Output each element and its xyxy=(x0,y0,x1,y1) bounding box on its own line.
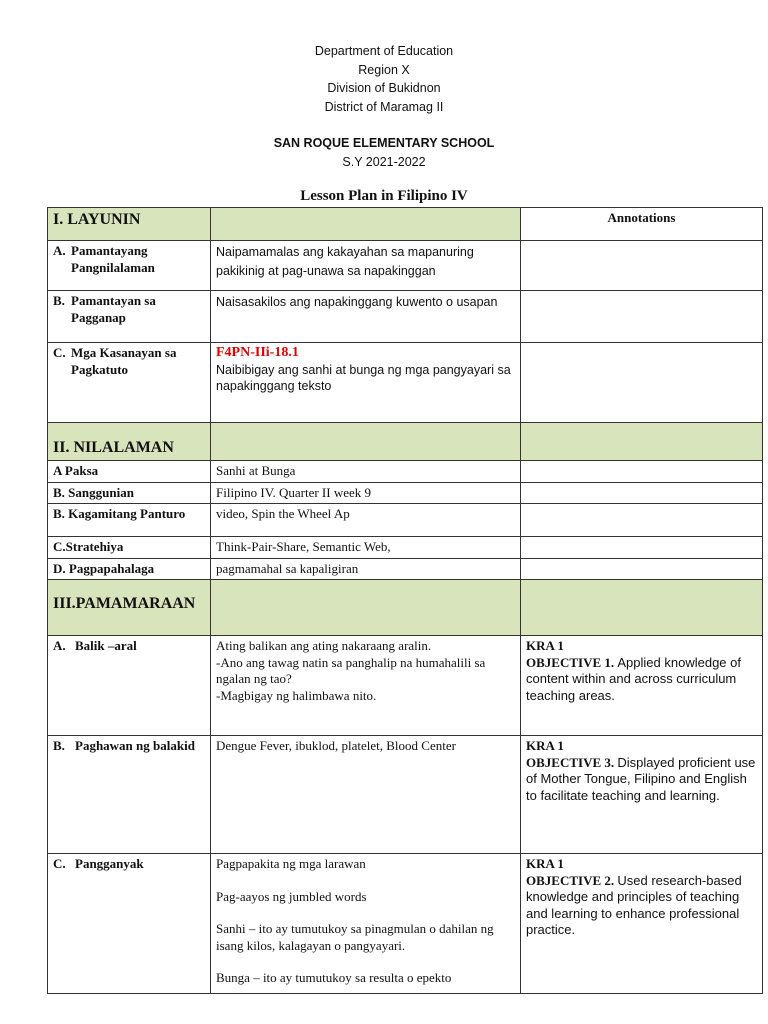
table-row xyxy=(48,636,763,736)
school-name: SAN ROQUE ELEMENTARY SCHOOL xyxy=(273,136,495,150)
annotation-cell xyxy=(521,343,763,423)
header-region: Region X xyxy=(358,62,410,77)
row-label: C. Pangganyak xyxy=(48,854,211,994)
annotation-cell xyxy=(521,461,763,483)
row-label: B. Paghawan ng balakid xyxy=(48,736,211,854)
annotation-text: Used research-based knowledge and principles of teaching and learning to enhance professional practice. xyxy=(526,872,742,937)
row-content: Filipino IV. Quarter II week 9 xyxy=(211,482,521,504)
objective-label: OBJECTIVE 2. xyxy=(526,872,618,888)
section-label-nilalaman: II. NILALAMAN xyxy=(48,423,211,461)
annotation-cell xyxy=(521,736,763,854)
annotation-cell xyxy=(521,537,763,559)
row-content: Think-Pair-Share, Semantic Web, xyxy=(211,537,521,559)
annotation-cell xyxy=(521,482,763,504)
row-label: D. Pagpapahalaga xyxy=(48,558,211,580)
annotation-cell xyxy=(521,558,763,580)
row-content: Naipamamalas ang kakayahan sa mapanuring pakikinig at pag-unawa sa napakinggan xyxy=(211,241,521,291)
table-row xyxy=(48,504,763,537)
kra-label: KRA 1 xyxy=(526,638,564,653)
row-content: Pagpapakita ng mga larawan Pag-aayos ng jumbled words Sanhi – ito ay tumutukoy sa pinagmulan o dahilan ng isang kilos, kalagayan o pangyayari. Bunga – ito ay tumutukoy sa resulta o epekto xyxy=(211,854,521,994)
kra-label: KRA 1 xyxy=(526,856,564,871)
row-content: F4PN-IIi-18.1 Naibibigay ang sanhi at bunga ng mga pangyayari sa napakinggang teksto xyxy=(211,343,521,423)
school-year: S.Y 2021-2022 xyxy=(342,154,426,169)
document-header xyxy=(0,42,768,171)
kra-label: KRA 1 xyxy=(526,738,564,753)
section-empty-cell xyxy=(521,580,763,636)
header-division: Division of Bukidnon xyxy=(327,81,441,95)
row-label: B. Pamantayan sa Pagganap xyxy=(48,291,211,343)
header-department: Department of Education xyxy=(314,44,454,58)
row-label: A. Balik –aral xyxy=(48,636,211,736)
objective-label: OBJECTIVE 3. xyxy=(526,754,618,770)
row-label: C. Mga Kasanayan sa Pagkatuto xyxy=(48,343,211,423)
lesson-plan-table xyxy=(47,207,763,994)
row-content: video, Spin the Wheel Ap xyxy=(211,504,521,537)
section-empty-cell xyxy=(211,423,521,461)
row-content: Ating balikan ang ating nakaraang aralin. -Ano ang tawag natin sa panghalip na humahalili sa ngalan ng tao? -Magbigay ng halimbawa nito. xyxy=(211,636,521,736)
lesson-plan-title: Lesson Plan in Filipino IV xyxy=(300,188,468,204)
row-label: C.Stratehiya xyxy=(48,537,211,559)
row-label: B. Kagamitang Panturo xyxy=(48,504,211,537)
row-content: Sanhi at Bunga xyxy=(211,461,521,483)
row-content: pagmamahal sa kapaligiran xyxy=(211,558,521,580)
annotation-cell xyxy=(521,504,763,537)
annotation-cell xyxy=(521,854,763,994)
objective-label: OBJECTIVE 1. xyxy=(526,654,618,670)
table-row xyxy=(48,558,763,580)
row-label: B. Sanggunian xyxy=(48,482,211,504)
table-row xyxy=(48,343,763,423)
row-label: A. Pamantayang Pangnilalaman xyxy=(48,241,211,291)
section-row-pamamaraan xyxy=(48,580,763,636)
header-district: District of Maramag II xyxy=(324,99,444,114)
section-empty-cell xyxy=(211,580,521,636)
table-row xyxy=(48,736,763,854)
competency-code: F4PN-IIi-18.1 xyxy=(216,345,299,360)
table-row xyxy=(48,537,763,559)
row-label: A Paksa xyxy=(48,461,211,483)
table-row xyxy=(48,461,763,483)
section-empty-cell xyxy=(211,208,521,241)
row-content: Dengue Fever, ibuklod, platelet, Blood Center xyxy=(211,736,521,854)
table-row xyxy=(48,482,763,504)
section-row-nilalaman xyxy=(48,423,763,461)
section-row-layunin xyxy=(48,208,763,241)
table-row xyxy=(48,854,763,994)
annotation-cell xyxy=(521,636,763,736)
row-content: Naisasakilos ang napakinggang kuwento o usapan xyxy=(211,291,521,343)
section-label-pamamaraan: III.PAMAMARAAN xyxy=(48,580,211,636)
table-row xyxy=(48,291,763,343)
annotation-cell xyxy=(521,291,763,343)
section-label-layunin: I. LAYUNIN xyxy=(48,208,211,241)
annotation-text: Displayed proficient use of Mother Tongue, Filipino and English to facilitate teaching and learning. xyxy=(526,754,756,803)
section-empty-cell xyxy=(521,423,763,461)
annotation-text: Applied knowledge of content within and across curriculum teaching areas. xyxy=(526,654,741,703)
table-row xyxy=(48,241,763,291)
annotation-cell xyxy=(521,241,763,291)
annotations-header: Annotations xyxy=(521,208,763,241)
